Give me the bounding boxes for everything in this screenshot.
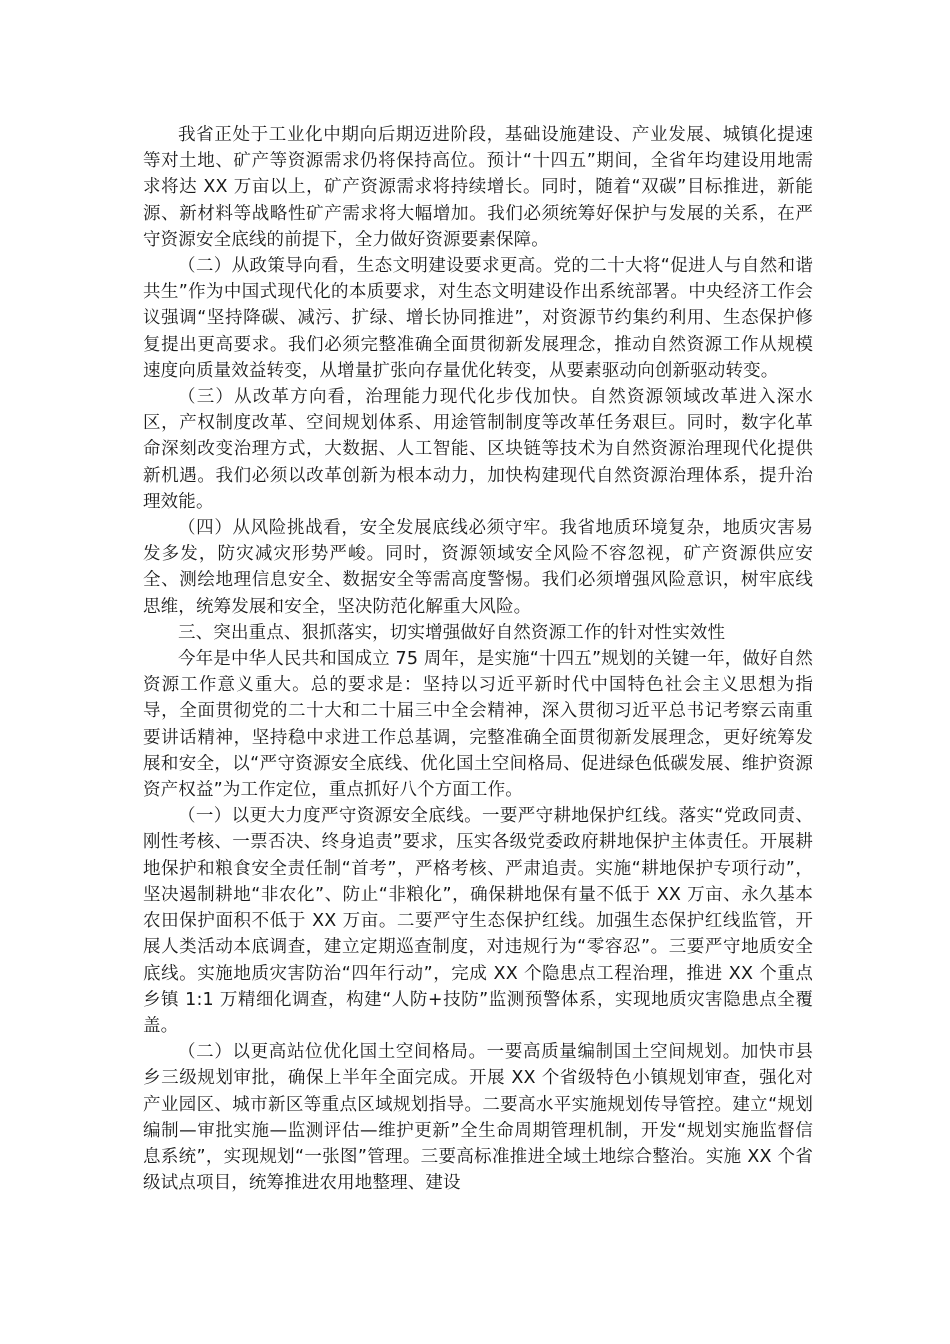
document-body — [143, 122, 813, 1196]
paragraph-general-requirements: 今年是中华人民共和国成立 75 周年，是实施“十四五”规划的关键一年，做好自然资源工作意义重大。总的要求是：坚持以习近平新时代中国特色社会主义思想为指导，全面贯彻党的二十大和二十届三中全会精神，深入贯彻习近平总书记考察云南重要讲话精神，坚持稳中求进工作总基调，完整准确全面贯彻新发展理念，更好统筹发展和安全，以“严守资源安全底线、优化国土空间格局、促进绿色低碳发展、维护资源资产权益”为工作定位，重点抓好八个方面工作。 — [143, 649, 813, 801]
paragraph-risk-challenge: （四）从风险挑战看，安全发展底线必须守牢。我省地质环境复杂，地质灾害易发多发，防灾减灾形势严峻。同时，资源领域安全风险不容忽视，矿产资源供应安全、测绘地理信息安全、数据安全等需高度警惕。我们必须增强风险意识，树牢底线思维，统筹发展和安全，坚决防范化解重大风险。 — [143, 518, 813, 617]
paragraph-resource-security: （一）以更大力度严守资源安全底线。一要严守耕地保护红线。落实“党政同责、刚性考核、一票否决、终身追责”要求，压实各级党委政府耕地保护主体责任。开展耕地保护和粮食安全责任制“首考”，严格考核、严肃追责。实施“耕地保护专项行动”，坚决遏制耕地“非农化”、防止“非粮化”，确保耕地保有量不低于 XX 万亩、永久基本农田保护面积不低于 XX 万亩。二要严守生态保护红线。加强生态保护红线监管，开展人类活动本底调查，建立定期巡查制度，对违规行为“零容忍”。三要严守地质安全底线。实施地质灾害防治“四年行动”，完成 XX 个隐患点工程治理，推进 XX 个重点乡镇 1:1 万精细化调查，构建“人防+技防”监测预警体系，实现地质灾害隐患点全覆盖。 — [143, 806, 813, 1036]
section-heading-three: 三、突出重点、狠抓落实，切实增强做好自然资源工作的针对性实效性 — [178, 622, 726, 643]
paragraph-resource-demand: 我省正处于工业化中期向后期迈进阶段，基础设施建设、产业发展、城镇化提速等对土地、矿产等资源需求仍将保持高位。预计“十四五”期间，全省年均建设用地需求将达 XX 万亩以上，矿产资源需求将持续增长。同时，随着“双碳”目标推进，新能源、新材料等战略性矿产需求将大幅增加。我们必须统筹好保护与发展的关系，在严守资源安全底线的前提下，全力做好资源要素保障。 — [143, 125, 813, 250]
paragraph-policy-orientation: （二）从政策导向看，生态文明建设要求更高。党的二十大将“促进人与自然和谐共生”作为中国式现代化的本质要求，对生态文明建设作出系统部署。中央经济工作会议强调“坚持降碳、减污、扩绿、增长协同推进”，对资源节约集约利用、生态保护修复提出更高要求。我们必须完整准确全面贯彻新发展理念，推动自然资源工作从规模速度向质量效益转变，从增量扩张向存量优化转变，从要素驱动向创新驱动转变。 — [143, 256, 813, 381]
paragraph-reform-direction: （三）从改革方向看，治理能力现代化步伐加快。自然资源领域改革进入深水区，产权制度改革、空间规划体系、用途管制制度等改革任务艰巨。同时，数字化革命深刻改变治理方式，大数据、人工智能、区块链等技术为自然资源治理现代化提供新机遇。我们必须以改革创新为根本动力，加快构建现代自然资源治理体系，提升治理效能。 — [143, 387, 813, 512]
paragraph-spatial-planning: （二）以更高站位优化国土空间格局。一要高质量编制国土空间规划。加快市县乡三级规划审批，确保上半年全面完成。开展 XX 个省级特色小镇规划审查，强化对产业园区、城市新区等重点区域规划指导。二要高水平实施规划传导管控。建立“规划编制—审批实施—监测评估—维护更新”全生命周期管理机制，开发“规划实施监督信息系统”，实现规划“一张图”管理。三要高标准推进全域土地综合整治。实施 XX 个省级试点项目，统筹推进农用地整理、建设 — [143, 1042, 813, 1194]
